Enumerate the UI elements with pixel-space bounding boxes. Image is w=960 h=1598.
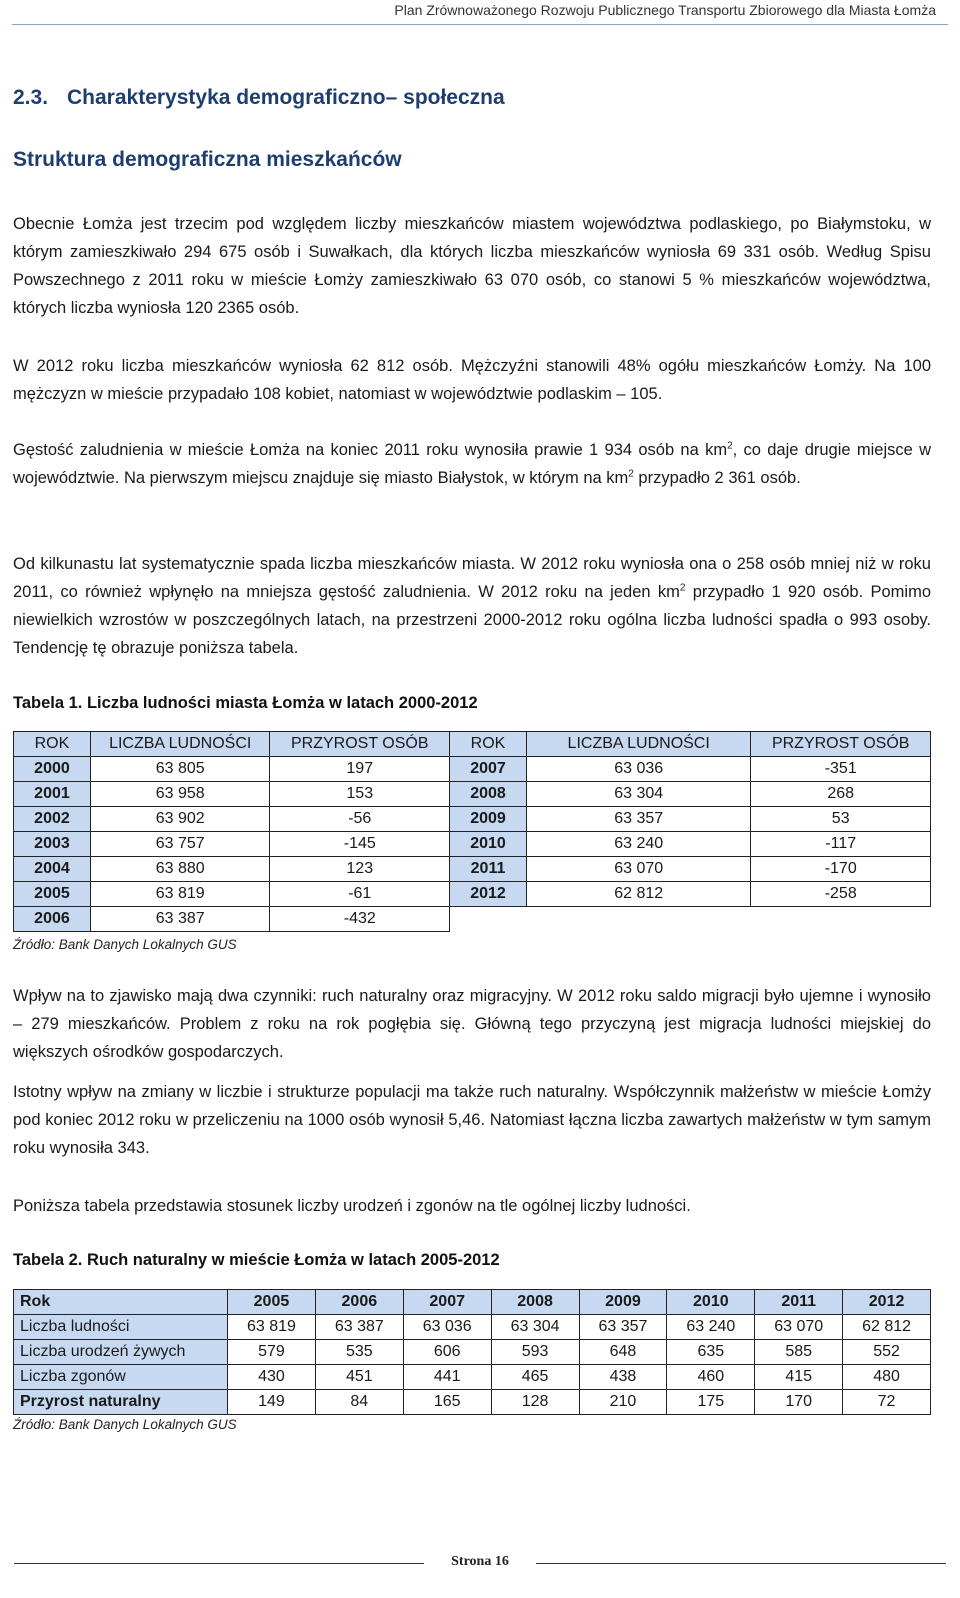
table-row xyxy=(14,857,931,882)
value-cell: 552 xyxy=(843,1340,931,1365)
population-cell: 63 240 xyxy=(526,832,750,857)
year-cell: 2002 xyxy=(14,807,91,832)
growth-cell: -170 xyxy=(751,857,931,882)
value-cell: 415 xyxy=(755,1365,843,1390)
population-cell: 63 036 xyxy=(526,757,750,782)
year-cell: 2009 xyxy=(450,807,527,832)
population-cell: 63 387 xyxy=(90,907,270,932)
empty-cell xyxy=(450,907,527,932)
population-cell: 63 070 xyxy=(526,857,750,882)
paragraph-4-part-b: przypadło 1 920 osób. Pomimo niewielkich wzrostów w poszczególnych latach, na przestrzeni 2000-2012 roku ogólna liczba ludności spadła o 993 osoby. Tendencję tę obrazuje poniższa tabela. xyxy=(13,583,931,657)
table-row xyxy=(14,907,931,932)
paragraph-4 xyxy=(13,550,931,662)
header-cell: ROK xyxy=(14,732,91,757)
value-cell: 579 xyxy=(228,1340,316,1365)
year-cell: 2005 xyxy=(14,882,91,907)
population-cell: 62 812 xyxy=(526,882,750,907)
growth-cell: 53 xyxy=(751,807,931,832)
value-cell: 63 240 xyxy=(667,1315,755,1340)
population-cell: 63 958 xyxy=(90,782,270,807)
growth-cell: -56 xyxy=(270,807,450,832)
value-cell: 465 xyxy=(491,1365,579,1390)
header-cell: 2009 xyxy=(579,1290,667,1315)
paragraph-1: Obecnie Łomża jest trzecim pod względem liczby mieszkańców miastem województwa podlaskiego, po Białymstoku, w którym zamieszkiwało 294 675 osób i Suwałkach, dla których liczba mieszkańców wyniosła 69 331 osób. Według Spisu Powszechnego z 2011 roku w mieście Łomży zamieszkiwało 63 070 osób, co stanowi 5 % mieszkańców województwa, których liczba wyniosła 120 2365 osób. xyxy=(13,215,931,317)
value-cell: 63 070 xyxy=(755,1315,843,1340)
header-cell: 2007 xyxy=(403,1290,491,1315)
value-cell: 84 xyxy=(315,1390,403,1415)
value-cell: 460 xyxy=(667,1365,755,1390)
footer-rule-left xyxy=(14,1563,424,1564)
table-row xyxy=(14,1315,931,1340)
population-cell: 63 880 xyxy=(90,857,270,882)
row-label: Liczba ludności xyxy=(14,1315,228,1340)
header-cell: 2012 xyxy=(843,1290,931,1315)
subsection-heading: Struktura demograficzna mieszkańców xyxy=(13,148,402,171)
year-cell: 2007 xyxy=(450,757,527,782)
table1-source: Źródło: Bank Danych Lokalnych GUS xyxy=(13,937,237,952)
section-heading xyxy=(13,86,505,110)
value-cell: 63 387 xyxy=(315,1315,403,1340)
value-cell: 210 xyxy=(579,1390,667,1415)
table-row xyxy=(14,782,931,807)
value-cell: 128 xyxy=(491,1390,579,1415)
row-label: Liczba zgonów xyxy=(14,1365,228,1390)
year-cell: 2008 xyxy=(450,782,527,807)
population-cell: 63 757 xyxy=(90,832,270,857)
year-cell: 2001 xyxy=(14,782,91,807)
header-cell: 2005 xyxy=(228,1290,316,1315)
paragraph-3-part-c: przypadło 2 361 osób. xyxy=(633,469,801,487)
year-cell: 2006 xyxy=(14,907,91,932)
table2-caption: Tabela 2. Ruch naturalny w mieście Łomża w latach 2005-2012 xyxy=(13,1251,500,1269)
value-cell: 585 xyxy=(755,1340,843,1365)
year-cell: 2010 xyxy=(450,832,527,857)
paragraph-3-part-a: Gęstość zaludnienia w mieście Łomża na koniec 2011 roku wynosiła prawie 1 934 osób na km xyxy=(13,441,728,459)
value-cell: 63 036 xyxy=(403,1315,491,1340)
superscript: 2 xyxy=(628,468,634,480)
section-title: Charakterystyka demograficzno– społeczna xyxy=(67,86,505,109)
value-cell: 149 xyxy=(228,1390,316,1415)
year-cell: 2004 xyxy=(14,857,91,882)
growth-cell: -145 xyxy=(270,832,450,857)
year-cell: 2012 xyxy=(450,882,527,907)
value-cell: 535 xyxy=(315,1340,403,1365)
growth-cell: -61 xyxy=(270,882,450,907)
superscript: 2 xyxy=(679,582,686,594)
paragraph-2: W 2012 roku liczba mieszkańców wyniosła 62 812 osób. Mężczyźni stanowili 48% ogółu mieszkańców Łomży. Na 100 mężczyzn w mieście przypadało 108 kobiet, natomiast w województwie podlaskim – 105. xyxy=(13,357,931,403)
growth-cell: -258 xyxy=(751,882,931,907)
value-cell: 175 xyxy=(667,1390,755,1415)
table1-caption: Tabela 1. Liczba ludności miasta Łomża w latach 2000-2012 xyxy=(13,694,478,712)
value-cell: 430 xyxy=(228,1365,316,1390)
table-row xyxy=(14,807,931,832)
page-footer xyxy=(0,1554,960,1570)
growth-cell: -432 xyxy=(270,907,450,932)
header-cell: PRZYROST OSÓB xyxy=(270,732,450,757)
growth-cell: -351 xyxy=(751,757,931,782)
header-cell: Rok xyxy=(14,1290,228,1315)
paragraph-6: Istotny wpływ na zmiany w liczbie i strukturze populacji ma także ruch naturalny. Współczynnik małżeństw w mieście Łomży pod koniec 2012 roku w przeliczeniu na 1000 osób wynosił 5,46. Natomiast łączna liczba zawartych małżeństw w tym samym roku wynosiła 343. xyxy=(13,1083,931,1157)
footer-rule-right xyxy=(536,1563,946,1564)
header-cell: LICZBA LUDNOŚCI xyxy=(526,732,750,757)
year-cell: 2000 xyxy=(14,757,91,782)
value-cell: 648 xyxy=(579,1340,667,1365)
running-header: Plan Zrównoważonego Rozwoju Publicznego Transportu Zbiorowego dla Miasta Łomża xyxy=(12,0,948,25)
header-cell: 2010 xyxy=(667,1290,755,1315)
growth-cell: 123 xyxy=(270,857,450,882)
table-row xyxy=(14,1365,931,1390)
value-cell: 451 xyxy=(315,1365,403,1390)
row-label: Przyrost naturalny xyxy=(14,1390,228,1415)
value-cell: 62 812 xyxy=(843,1315,931,1340)
growth-cell: 268 xyxy=(751,782,931,807)
section-number: 2.3. xyxy=(13,86,49,109)
header-cell: 2011 xyxy=(755,1290,843,1315)
superscript: 2 xyxy=(727,440,733,452)
population-cell: 63 304 xyxy=(526,782,750,807)
population-cell: 63 819 xyxy=(90,882,270,907)
value-cell: 165 xyxy=(403,1390,491,1415)
table-header-row xyxy=(14,732,931,757)
table-row xyxy=(14,882,931,907)
header-cell: LICZBA LUDNOŚCI xyxy=(90,732,270,757)
growth-cell: 153 xyxy=(270,782,450,807)
paragraph-7: Poniższa tabela przedstawia stosunek liczby urodzeń i zgonów na tle ogólnej liczby ludności. xyxy=(13,1197,691,1215)
page-number: Strona 16 xyxy=(445,1554,515,1569)
value-cell: 438 xyxy=(579,1365,667,1390)
value-cell: 441 xyxy=(403,1365,491,1390)
year-cell: 2011 xyxy=(450,857,527,882)
value-cell: 480 xyxy=(843,1365,931,1390)
row-label: Liczba urodzeń żywych xyxy=(14,1340,228,1365)
empty-cell xyxy=(526,907,750,932)
paragraph-3-part-b: , co daje drugie miejsce w województwie. Na pierwszym miejscu znajduje się miasto Białystok, w którym na km xyxy=(13,441,931,487)
growth-cell: 197 xyxy=(270,757,450,782)
growth-cell: -117 xyxy=(751,832,931,857)
header-cell: 2006 xyxy=(315,1290,403,1315)
table-row xyxy=(14,1390,931,1415)
value-cell: 606 xyxy=(403,1340,491,1365)
value-cell: 63 819 xyxy=(228,1315,316,1340)
population-cell: 63 357 xyxy=(526,807,750,832)
value-cell: 593 xyxy=(491,1340,579,1365)
value-cell: 72 xyxy=(843,1390,931,1415)
paragraph-4-part-a: Od kilkunastu lat systematycznie spada liczba mieszkańców miasta. W 2012 roku wyniosła ona o 258 osób mniej niż w roku 2011, co również wpłynęło na mniejsza gęstość zaludnienia. W 2012 roku na jeden km xyxy=(13,555,931,601)
table-row xyxy=(14,1340,931,1365)
value-cell: 170 xyxy=(755,1390,843,1415)
header-cell: ROK xyxy=(450,732,527,757)
header-cell: PRZYROST OSÓB xyxy=(751,732,931,757)
population-cell: 63 902 xyxy=(90,807,270,832)
table2-source: Źródło: Bank Danych Lokalnych GUS xyxy=(13,1417,237,1432)
table-natural-movement-2005-2012 xyxy=(13,1289,931,1415)
table-row xyxy=(14,832,931,857)
table-row xyxy=(14,757,931,782)
population-cell: 63 805 xyxy=(90,757,270,782)
table-population-2000-2012 xyxy=(13,731,931,932)
empty-cell xyxy=(751,907,931,932)
value-cell: 63 304 xyxy=(491,1315,579,1340)
year-cell: 2003 xyxy=(14,832,91,857)
paragraph-3 xyxy=(13,436,931,492)
value-cell: 63 357 xyxy=(579,1315,667,1340)
table-header-row xyxy=(14,1290,931,1315)
paragraph-5: Wpływ na to zjawisko mają dwa czynniki: ruch naturalny oraz migracyjny. W 2012 roku saldo migracji było ujemne i wynosiło – 279 mieszkańców. Problem z roku na rok pogłębia się. Główną tego przyczyną jest migracja ludności miejskiej do większych ośrodków gospodarczych. xyxy=(13,987,931,1061)
value-cell: 635 xyxy=(667,1340,755,1365)
header-cell: 2008 xyxy=(491,1290,579,1315)
